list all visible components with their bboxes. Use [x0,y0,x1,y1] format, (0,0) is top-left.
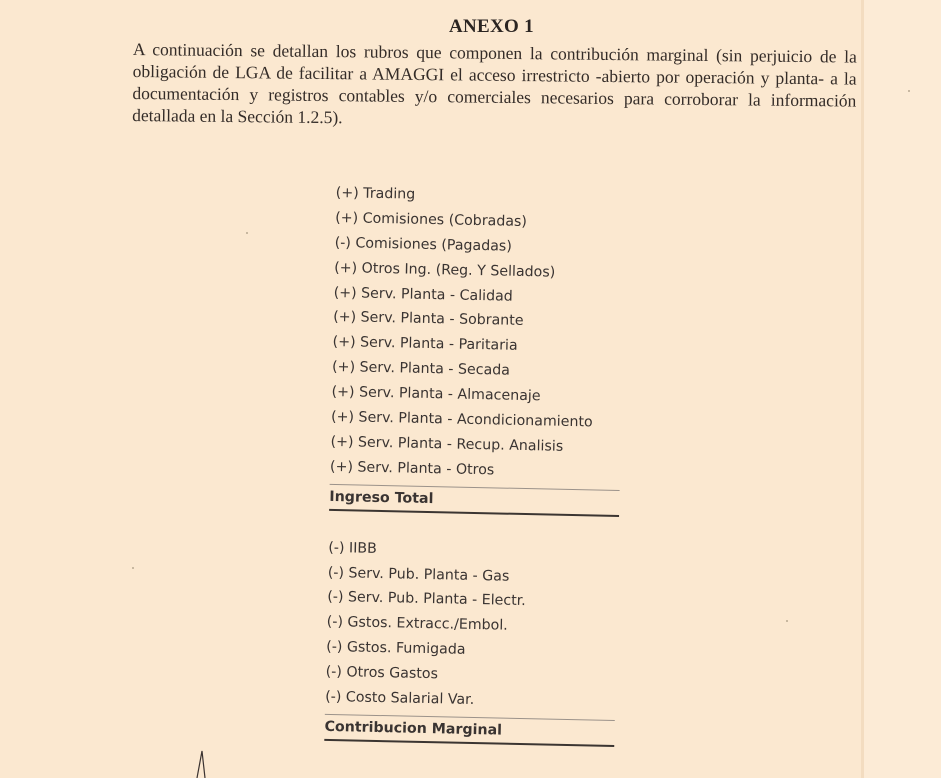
income-item: (+) Serv. Planta - Acondicionamiento [330,408,593,431]
document-title: ANEXO 1 [449,16,534,37]
income-item: (+) Comisiones (Cobradas) [335,209,528,230]
income-item: (+) Serv. Planta - Sobrante [332,309,524,330]
paper-speck [246,232,248,234]
income-item: (+) Serv. Planta - Secada [331,359,511,379]
intro-paragraph: A continuación se detallan los rubros que componen la contribución marginal (sin perjuicio de la obligación de LGA de facilitar a AMAGGI el acceso irrestricto -abierto por operación y planta- a la documentación y registros contables y/o comerciales necesarios para corroborar la información detallada en la Sección 1.2.5). [132,38,857,128]
income-item: (+) Serv. Planta - Almacenaje [331,384,541,405]
contribution-list [324,181,636,747]
paper-speck [786,620,788,622]
page-margin [864,0,941,778]
expense-item: (-) IIBB [328,539,378,557]
income-item: (+) Serv. Planta - Recup. Analisis [330,433,564,455]
expense-item: (-) Gstos. Extracc./Embol. [326,614,508,635]
contribution-margin-total: Contribucion Marginal [324,714,615,747]
income-item: (+) Serv. Planta - Paritaria [332,334,518,355]
expense-item: (-) Costo Salarial Var. [325,688,475,709]
paper-speck [132,567,134,569]
income-item: (-) Comisiones (Pagadas) [334,234,512,255]
expense-item: (-) Gstos. Fumigada [326,639,466,659]
income-item: (+) Serv. Planta - Calidad [333,284,513,305]
expense-item: (-) Serv. Pub. Planta - Gas [327,564,510,585]
signature-stroke [193,748,213,778]
expense-item: (-) Otros Gastos [325,664,439,683]
income-item: (+) Serv. Planta - Otros [329,458,495,479]
expense-item: (-) Serv. Pub. Planta - Electr. [327,589,526,610]
income-item: (+) Otros Ing. (Reg. Y Sellados) [334,259,556,281]
income-total: Ingreso Total [329,484,620,517]
paper-speck [908,90,910,92]
income-item: (+) Trading [335,184,416,203]
